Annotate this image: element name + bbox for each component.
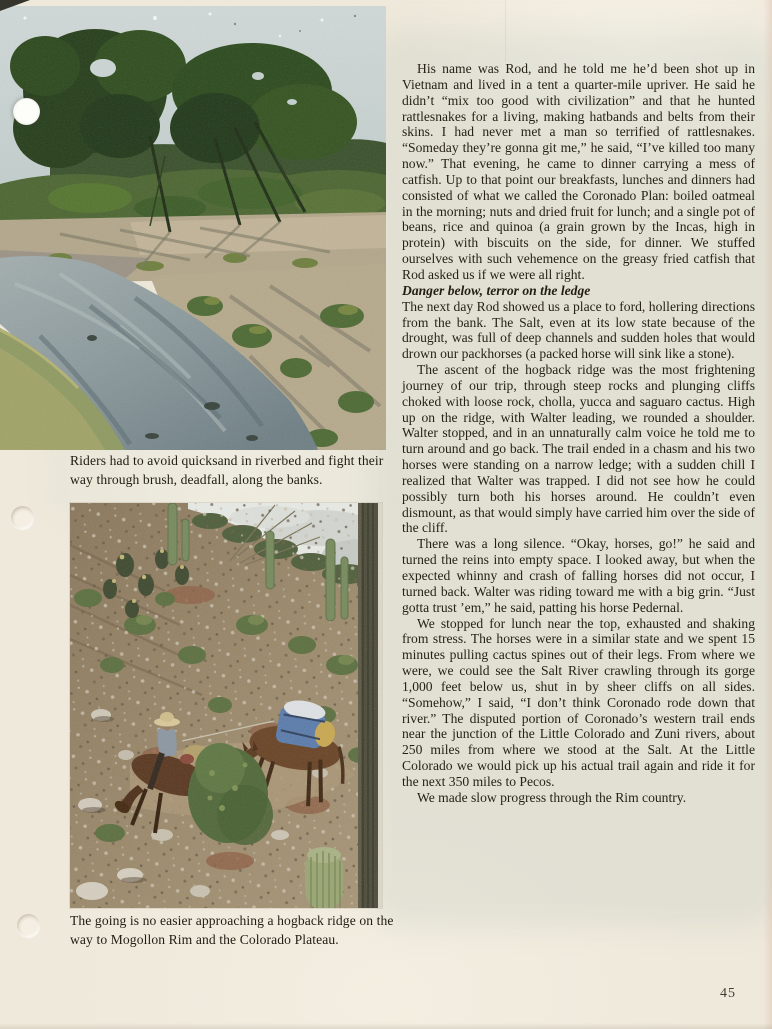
hogback-photo-caption: The going is no easier approaching a hogback ridge on the way to Mogollon Rim and the Colorado Plateau. [70,913,394,947]
body-paragraph: The next day Rod showed us a place to ford, hollering directions from the bank. The Salt, even at its low state because of the drought, was full of deep channels and sudden holes that would drown our packhorses (a packed horse will sink like a stone). [402,298,755,362]
body-paragraph: We made slow progress through the Rim country. [417,789,687,805]
section-heading: Danger below, terror on the ledge [402,282,591,298]
hogback-photo-art [70,503,382,908]
riverbed-photo-caption: Riders had to avoid quicksand in riverbed and fight their way through brush, deadfall, along the banks. [70,453,384,487]
riverbed-photo-art [0,6,386,450]
hogback-photo [70,503,382,908]
page-edge-shading [763,0,772,1029]
body-paragraph: There was a long silence. “Okay, horses, go!” he said and turned the reins into empty space. I looked away, but when the expected whinny and crash of falling horses did not occur, I turned back. Walter was riding toward me with a big grin. “Just gotta trust ’em,” he said, patting his horse Pedernal. [402,536,755,615]
riverbed-photo [0,6,386,450]
article-body-column [402,61,755,806]
hole-punch [13,98,40,125]
hole-punch [11,506,34,529]
scan-crease-artifact [505,0,506,62]
body-paragraph: His name was Rod, and he told me he’d been shot up in Vietnam and lived in a tent a quarter-mile upriver. He said he didn’t “mix too good with civilization” and that he hunted rattlesnakes for a living, making hatbands and belts from their skins. I had never met a man so terrified of rattlesnakes. “Someday they’re gonna git me,” he said, “I’ve killed too many now.” That evening, he came to dinner carrying a mess of catfish. Up to that point our breakfasts, lunches and dinners had consisted of what we called the Coronado Plan: boiled oatmeal in the morning; nuts and dried fruit for lunch; and a single pot of beans, rice and quinoa (a grain grown by the Incas, high in protein) with biscuits on the side, for dinner. We stuffed ourselves with such vehemence on the greasy fried catfish that Rod asked us if we were all right. [402,61,755,282]
page-number: 45 [720,986,736,1001]
page-edge-shading [0,1023,772,1029]
body-paragraph: We stopped for lunch near the top, exhausted and shaking from stress. The horses were in a similar state and we spent 15 minutes pulling cactus spines out of their legs. From where we were, we could see the Salt River crawling through its gorge 1,000 feet below us, shut in by sheer cliffs on all sides. “Somehow,” I said, “I don’t think Coronado rode down that river.” The disputed portion of Coronado’s western trail ends near the junction of the Little Colorado and Zuni rivers, about 250 miles from where we stood at the Salt. At the Little Colorado we would pick up his actual trail again and ride it for the next 350 miles to Pecos. [402,615,755,789]
hole-punch [17,914,40,937]
body-paragraph: The ascent of the hogback ridge was the most frightening journey of our trip, through steep rocks and plunging cliffs choked with loose rock, cholla, yucca and saguaro cactus. High up on the ridge, with Walter leading, we rounded a shoulder. Walter stopped, and in an unnaturally calm voice he told me to turn around and go back. The trail ended in a chasm and his two horses were standing on a narrow ledge; with a sudden chill I realized that Walter was trapped. I did not see how he could possibly turn both his horses around. He couldn’t even dismount, as that would simply have carried him over the side of the cliff. [402,362,755,536]
